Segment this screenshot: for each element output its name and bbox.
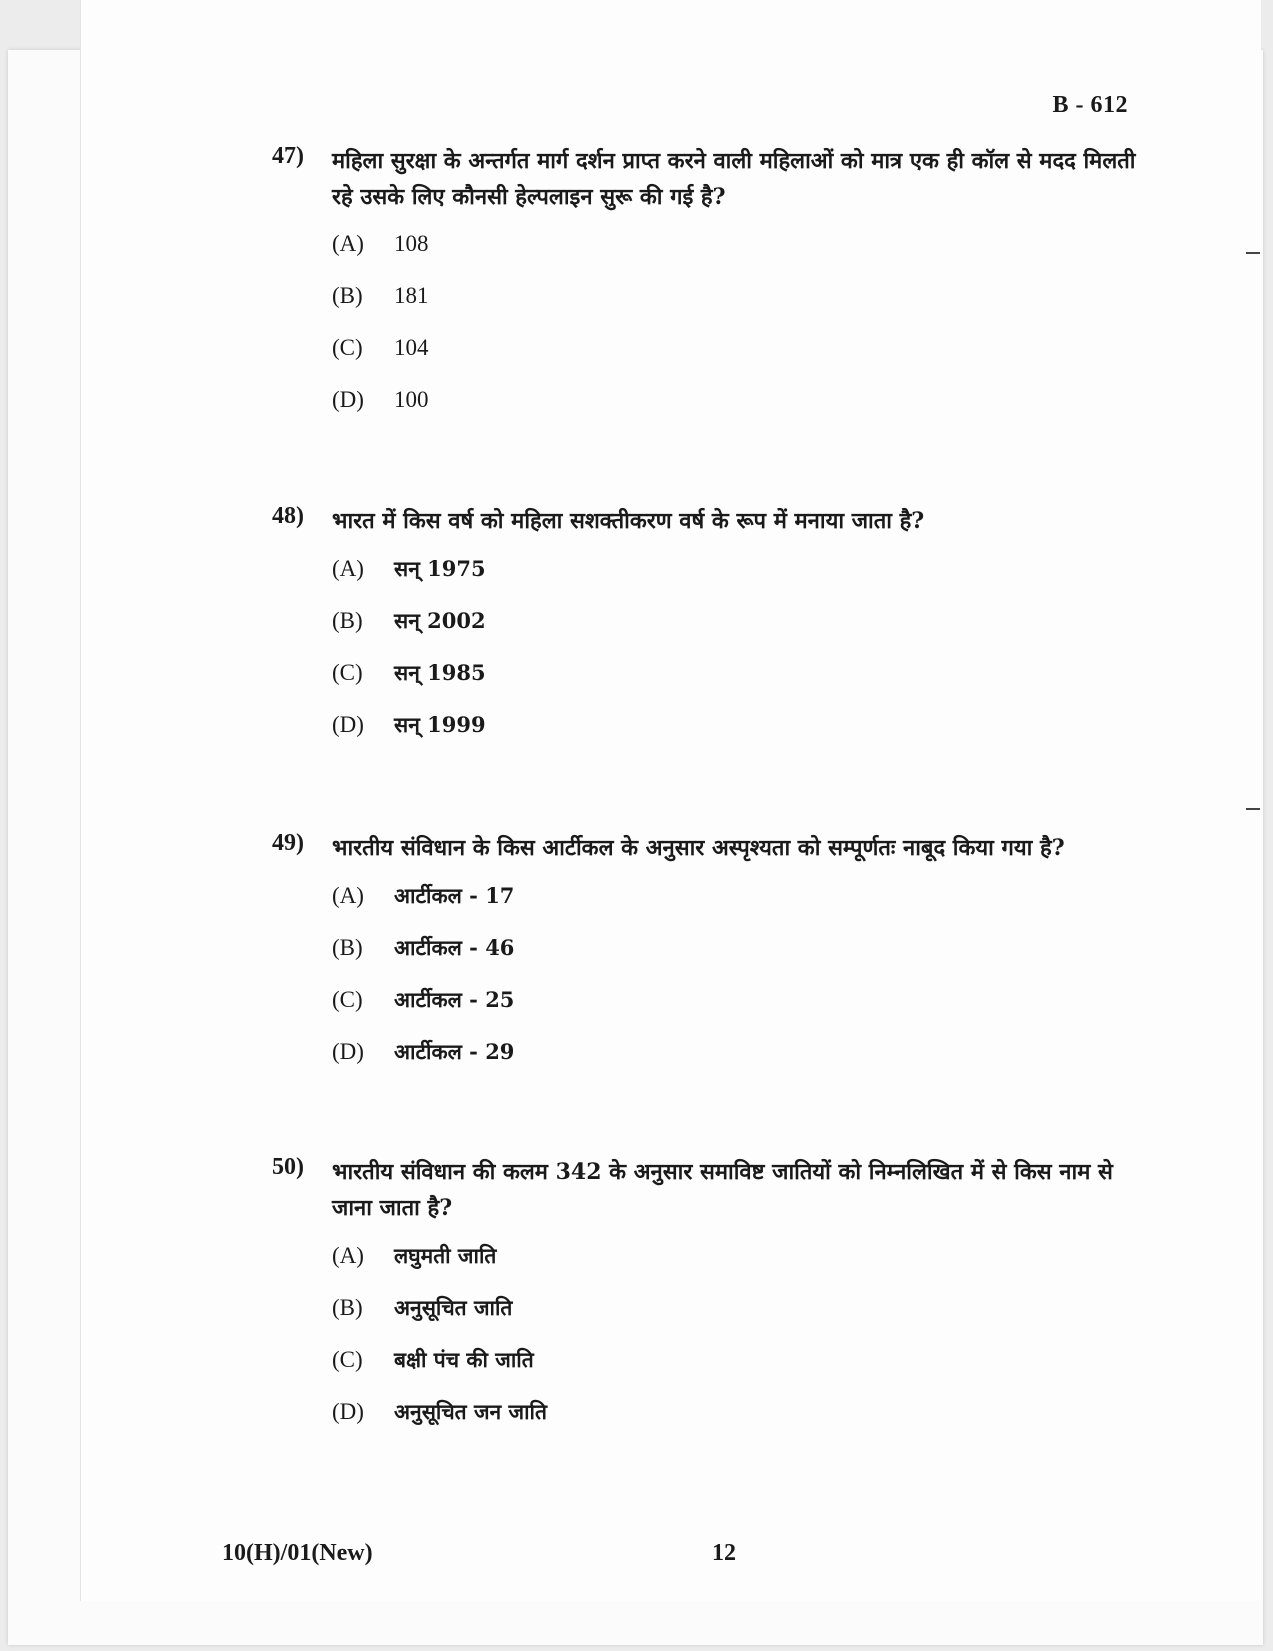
- option-text: 100: [394, 387, 429, 412]
- option-text: बक्षी पंच की जाति: [394, 1347, 534, 1372]
- question-50: [272, 1154, 1152, 1450]
- option-text: आर्टीकल - 29: [394, 1039, 515, 1064]
- option-letter: (C): [332, 660, 363, 685]
- scan-edge-mark: [1246, 252, 1260, 254]
- option-text: सन् 2002: [394, 608, 486, 633]
- option-d: [332, 1398, 1152, 1450]
- question-number: 47): [272, 143, 304, 169]
- option-c: [332, 659, 1152, 711]
- option-a: [332, 555, 1152, 607]
- option-d: [332, 1038, 1152, 1090]
- option-b: [332, 607, 1152, 659]
- option-letter: (B): [332, 608, 363, 633]
- option-b: [332, 934, 1152, 986]
- question-47: [272, 143, 1152, 439]
- option-list: [332, 882, 1152, 1090]
- option-b: [332, 1294, 1152, 1346]
- option-text: आर्टीकल - 25: [394, 987, 515, 1012]
- option-text: आर्टीकल - 46: [394, 935, 515, 960]
- option-letter: (C): [332, 335, 363, 360]
- question-number: 48): [272, 503, 304, 529]
- option-text: 181: [394, 283, 429, 308]
- option-text: सन् 1999: [394, 712, 486, 737]
- question-49: [272, 830, 1152, 1090]
- option-text: 108: [394, 231, 429, 256]
- option-letter: (D): [332, 387, 364, 412]
- option-letter: (D): [332, 1399, 364, 1424]
- option-letter: (C): [332, 1347, 363, 1372]
- option-letter: (A): [332, 883, 364, 908]
- question-text: भारतीय संविधान के किस आर्टीकल के अनुसार अस्पृश्यता को सम्पूर्णतः नाबूद किया गया है?: [332, 835, 1065, 861]
- option-text: आर्टीकल - 17: [394, 883, 515, 908]
- option-text: 104: [394, 335, 429, 360]
- option-c: [332, 335, 1152, 387]
- option-text: अनुसूचित जन जाति: [394, 1399, 547, 1424]
- option-letter: (A): [332, 231, 364, 256]
- option-letter: (B): [332, 283, 363, 308]
- option-c: [332, 986, 1152, 1038]
- question-number: 49): [272, 830, 304, 856]
- option-text: लघुमती जाति: [394, 1243, 497, 1268]
- option-a: [332, 882, 1152, 934]
- option-letter: (D): [332, 1039, 364, 1064]
- option-letter: (C): [332, 987, 363, 1012]
- option-letter: (A): [332, 1243, 364, 1268]
- option-letter: (D): [332, 712, 364, 737]
- option-letter: (B): [332, 935, 363, 960]
- option-list: [332, 231, 1152, 439]
- option-list: [332, 1242, 1152, 1450]
- option-c: [332, 1346, 1152, 1398]
- option-d: [332, 711, 1152, 763]
- option-letter: (B): [332, 1295, 363, 1320]
- footer-paper-code: 10(H)/01(New): [222, 1540, 373, 1566]
- option-text: सन् 1975: [394, 556, 486, 581]
- option-a: [332, 1242, 1152, 1294]
- scan-edge-mark: [1246, 808, 1260, 810]
- option-b: [332, 283, 1152, 335]
- question-48: [272, 503, 1152, 763]
- question-text: भारत में किस वर्ष को महिला सशक्तीकरण वर्ष के रूप में मनाया जाता है?: [332, 508, 925, 534]
- option-text: अनुसूचित जाति: [394, 1295, 513, 1320]
- option-d: [332, 387, 1152, 439]
- paper-code-header: B - 612: [1052, 92, 1128, 118]
- question-text: महिला सुरक्षा के अन्तर्गत मार्ग दर्शन प्राप्त करने वाली महिलाओं को मात्र एक ही कॉल से मदद मिलती रहे उसके लिए कौनसी हेल्पलाइन सुरू की गई है?: [332, 148, 1136, 210]
- option-list: [332, 555, 1152, 763]
- question-number: 50): [272, 1154, 304, 1180]
- option-text: सन् 1985: [394, 660, 486, 685]
- option-letter: (A): [332, 556, 364, 581]
- page-number: 12: [712, 1540, 736, 1566]
- question-text: भारतीय संविधान की कलम 342 के अनुसार समाविष्ट जातियों को निम्नलिखित में से किस नाम से जाना जाता है?: [332, 1159, 1113, 1221]
- option-a: [332, 231, 1152, 283]
